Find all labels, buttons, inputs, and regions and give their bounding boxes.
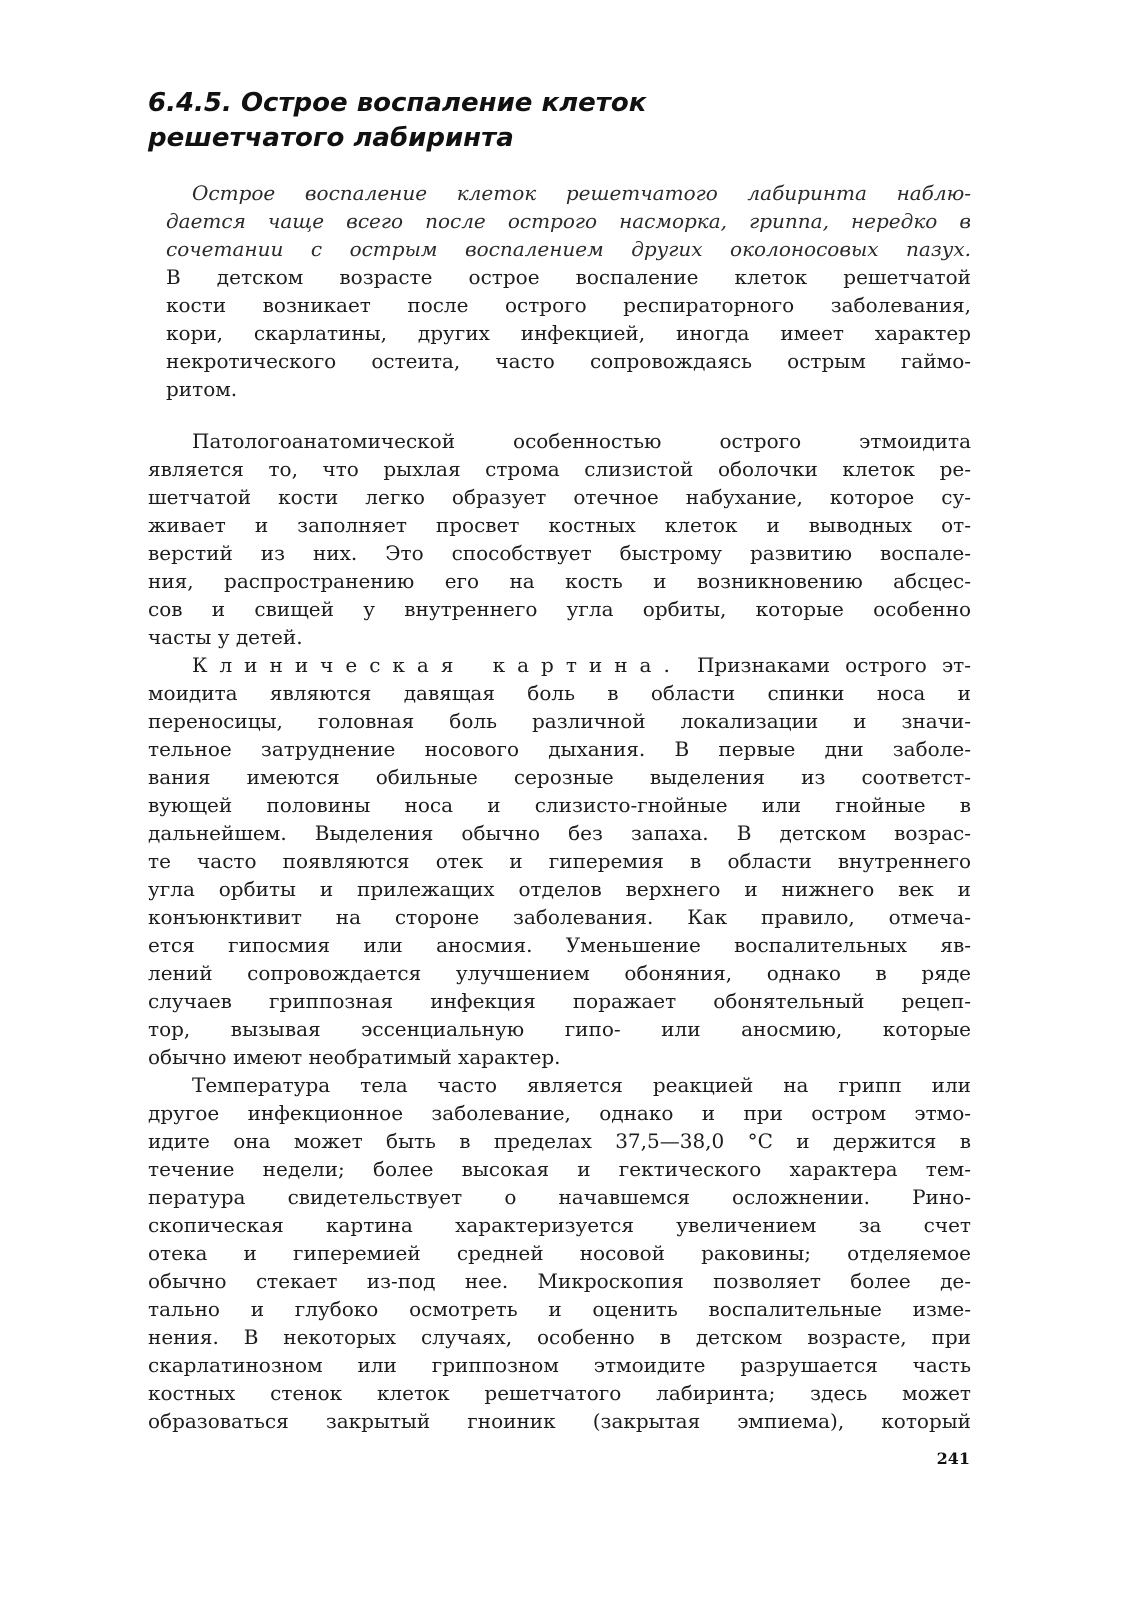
paragraph-line: является то, что рыхлая строма слизистой оболочки клеток ре- [148, 457, 971, 481]
intro-line: ритом. [166, 377, 238, 401]
paragraph-line: Температура тела часто является реакцией на грипп или [192, 1073, 971, 1097]
clinical-picture-line-rest: Признаками острого эт- [696, 653, 971, 677]
page-number: 241 [936, 1449, 970, 1468]
paragraph-line: тально и глубоко осмотреть и оценить воспалительные изме- [148, 1297, 971, 1321]
paragraph-line: ния, распространению его на кость и возникновению абсцес- [148, 569, 971, 593]
paragraph-line: обычно стекает из-под нее. Микроскопия позволяет более де- [148, 1269, 971, 1293]
clinical-picture-spaced-title: Клиническая картина. [192, 653, 682, 677]
paragraph-line: моидита являются давящая боль в области спинки носа и [148, 681, 971, 705]
paragraph-line: лений сопровождается улучшением обоняния, однако в ряде [148, 961, 971, 985]
intro-line: кори, скарлатины, других инфекцией, иногда имеет характер [166, 321, 971, 345]
paragraph-line: случаев гриппозная инфекция поражает обонятельный рецеп- [148, 989, 971, 1013]
paragraph-line: конъюнктивит на стороне заболевания. Как правило, отмеча- [148, 905, 971, 929]
paragraph-line: нения. В некоторых случаях, особенно в детском возрасте, при [148, 1325, 971, 1349]
intro-italic-line: дается чаще всего после острого насморка, гриппа, нередко в [166, 209, 971, 233]
intro-italic-line: Острое воспаление клеток решетчатого лабиринта наблю- [192, 181, 971, 205]
paragraph-line: тельное затруднение носового дыхания. В первые дни заболе- [148, 737, 971, 761]
paragraph-line: пература свидетельствует о начавшемся осложнении. Рино- [148, 1185, 971, 1209]
paragraph-line: отека и гиперемией средней носовой раковины; отделяемое [148, 1241, 971, 1265]
intro-line: кости возникает после острого респираторного заболевания, [166, 293, 971, 317]
paragraph-line: ется гипосмия или аносмия. Уменьшение воспалительных яв- [148, 933, 971, 957]
paragraph-line: живает и заполняет просвет костных клеток и выводных от- [148, 513, 971, 537]
section-heading [148, 86, 968, 156]
paragraph-line: шетчатой кости легко образует отечное набухание, которое су- [148, 485, 971, 509]
paragraph-line: вания имеются обильные серозные выделения из соответст- [148, 765, 971, 789]
clinical-picture-first-line [192, 651, 971, 679]
paragraph-line: вующей половины носа и слизисто-гнойные или гнойные в [148, 793, 971, 817]
intro-line: некротического остеита, часто сопровождаясь острым гаймо- [166, 349, 971, 373]
paragraph-line: образоваться закрытый гноиник (закрытая эмпиема), который [148, 1409, 971, 1433]
paragraph-line: угла орбиты и прилежащих отделов верхнего и нижнего век и [148, 877, 971, 901]
paragraph-line: другое инфекционное заболевание, однако и при остром этмо- [148, 1101, 971, 1125]
heading-line: решетчатого лабиринта [148, 123, 514, 153]
heading-line: 6.4.5. Острое воспаление клеток [148, 88, 647, 118]
paragraph-line: переносицы, головная боль различной локализации и значи- [148, 709, 971, 733]
paragraph-line: те часто появляются отек и гиперемия в области внутреннего [148, 849, 971, 873]
paragraph-line: тор, вызывая эссенциальную гипо- или аносмию, которые [148, 1017, 971, 1041]
paragraph-line: идите она может быть в пределах 37,5—38,0 °С и держится в [148, 1129, 971, 1153]
paragraph-line: часты у детей. [148, 625, 303, 649]
intro-italic-line: сочетании с острым воспалением других околоносовых пазух. [166, 237, 971, 261]
intro-line: В детском возрасте острое воспаление клеток решетчатой [166, 265, 971, 289]
paragraph-line: Патологоанатомической особенностью острого этмоидита [192, 429, 971, 453]
paragraph-line: дальнейшем. Выделения обычно без запаха. В детском возрас- [148, 821, 971, 845]
paragraph-line: течение недели; более высокая и гектического характера тем- [148, 1157, 971, 1181]
paragraph-line: скопическая картина характеризуется увеличением за счет [148, 1213, 971, 1237]
paragraph-line: верстий из них. Это способствует быстрому развитию воспале- [148, 541, 971, 565]
paragraph-line: костных стенок клеток решетчатого лабиринта; здесь может [148, 1381, 971, 1405]
paragraph-line: сов и свищей у внутреннего угла орбиты, которые особенно [148, 597, 971, 621]
paragraph-line: обычно имеют необратимый характер. [148, 1045, 561, 1069]
paragraph-line: скарлатинозном или гриппозном этмоидите разрушается часть [148, 1353, 971, 1377]
